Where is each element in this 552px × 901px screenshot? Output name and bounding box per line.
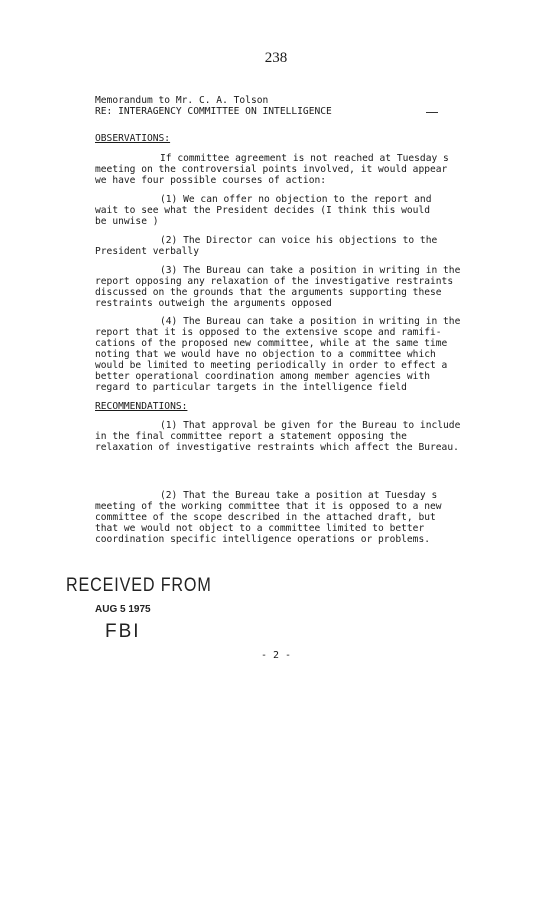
memo-addressee: Memorandum to Mr. C. A. Tolson bbox=[95, 95, 269, 106]
stamp-agency: FBI bbox=[105, 621, 141, 642]
option-line: restraints outweigh the arguments opposed bbox=[95, 298, 332, 309]
option-line: (4) The Bureau can take a position in writing in the bbox=[160, 316, 461, 327]
option-line: cations of the proposed new committee, while at the same time bbox=[95, 338, 448, 349]
option-line: noting that we would have no objection to a committee which bbox=[95, 349, 436, 360]
option-line: (1) We can offer no objection to the report and bbox=[160, 194, 432, 205]
stray-mark bbox=[426, 112, 438, 113]
recommendation-line: committee of the scope described in the attached draft, but bbox=[95, 512, 436, 523]
recommendation-line: relaxation of investigative restraints which affect the Bureau. bbox=[95, 442, 459, 453]
received-stamp: RECEIVED FROM bbox=[66, 575, 212, 596]
option-line: better operational coordination among member agencies with bbox=[95, 371, 431, 382]
option-line: regard to particular targets in the intelligence field bbox=[95, 382, 407, 393]
intro-line: we have four possible courses of action: bbox=[95, 175, 327, 186]
option-line: would be limited to meeting periodically in order to effect a bbox=[95, 360, 448, 371]
option-line: report opposing any relaxation of the investigative restraints bbox=[95, 276, 454, 287]
recommendation-line: coordination specific intelligence operations or problems. bbox=[95, 534, 431, 545]
page-number: 238 bbox=[264, 50, 288, 66]
intro-line: meeting on the controversial points involved, it would appear bbox=[95, 164, 448, 175]
option-line: (3) The Bureau can take a position in writing in the bbox=[160, 265, 461, 276]
recommendation-line: (1) That approval be given for the Bureau to include bbox=[160, 420, 461, 431]
option-line: be unwise ) bbox=[95, 216, 159, 227]
option-line: report that it is opposed to the extensive scope and ramifi- bbox=[95, 327, 442, 338]
option-line: discussed on the grounds that the arguments supporting these bbox=[95, 287, 442, 298]
recommendation-line: (2) That the Bureau take a position at Tuesday s bbox=[160, 490, 438, 501]
footer-page-number: - 2 - bbox=[260, 650, 292, 661]
recommendations-heading: RECOMMENDATIONS: bbox=[95, 401, 188, 412]
recommendation-line: meeting of the working committee that it is opposed to a new bbox=[95, 501, 442, 512]
observations-heading: OBSERVATIONS: bbox=[95, 133, 171, 144]
option-line: President verbally bbox=[95, 246, 199, 257]
recommendation-line: that we would not object to a committee limited to better bbox=[95, 523, 425, 534]
recommendation-line: in the final committee report a statement opposing the bbox=[95, 431, 407, 442]
intro-line: If committee agreement is not reached at Tuesday s bbox=[160, 153, 449, 164]
memo-subject: RE: INTERAGENCY COMMITTEE ON INTELLIGENCE bbox=[95, 106, 332, 117]
option-line: (2) The Director can voice his objections to the bbox=[160, 235, 438, 246]
stamp-date: AUG 5 1975 bbox=[95, 604, 151, 615]
option-line: wait to see what the President decides (I think this would bbox=[95, 205, 431, 216]
